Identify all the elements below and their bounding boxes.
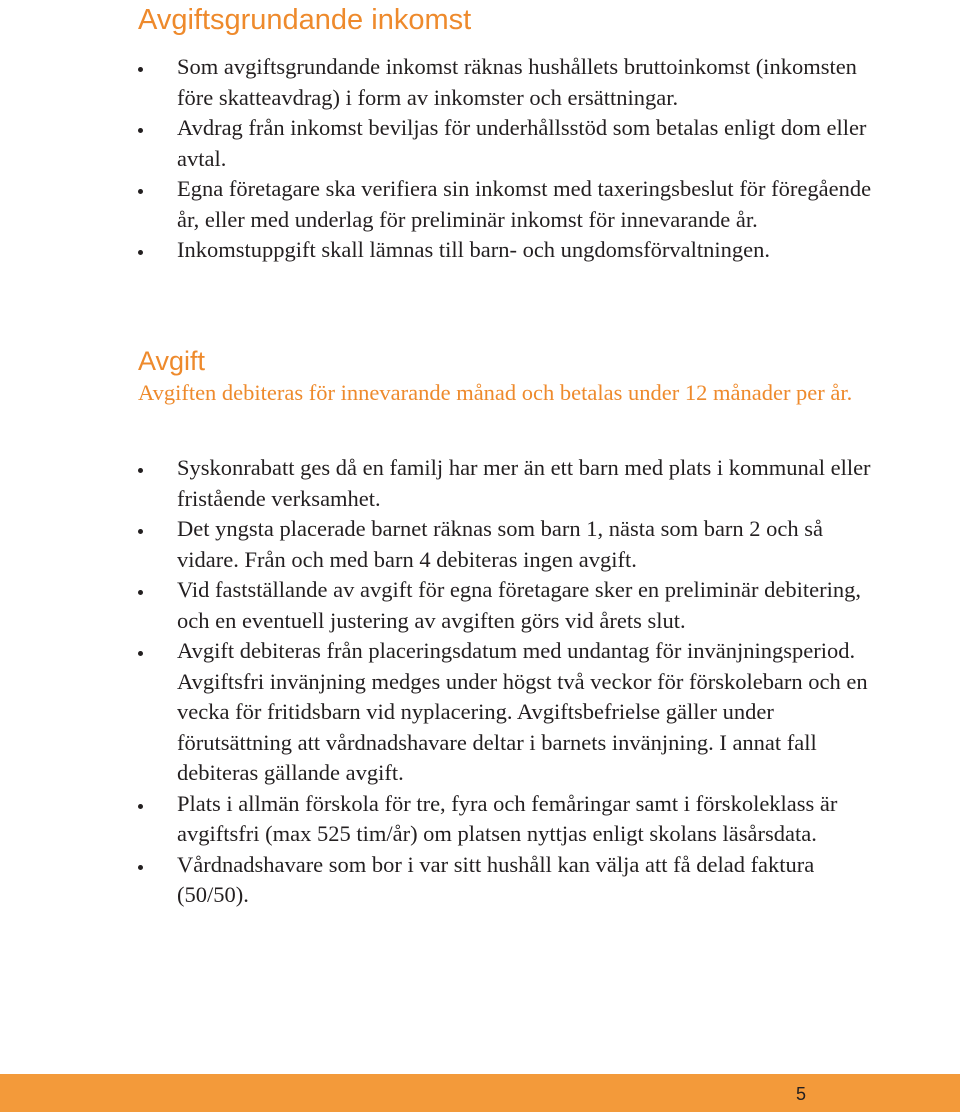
list-item-text: Vårdnadshavare som bor i var sitt hushåll kan välja att få delad faktura (50/50). [177,851,815,907]
list-item [138,850,878,911]
bullet-icon [138,865,143,870]
list-item [138,174,878,235]
list-item [138,453,878,514]
page-number: 5 [795,1084,806,1104]
list-item [138,235,878,266]
bullet-icon [138,590,143,595]
section-title-income: Avgiftsgrundande inkomst [138,4,472,36]
bullet-icon [138,189,143,194]
list-item-text: Som avgiftsgrundande inkomst räknas hushållets bruttoinkomst (inkomsten före skatteavdrag) i form av inkomster och ersättningar. [177,54,857,110]
bullet-icon [138,651,143,656]
income-bullet-list [138,52,878,266]
bullet-icon [138,529,143,534]
section-title-fee: Avgift [138,346,206,376]
list-item-text: Plats i allmän förskola för tre, fyra och femåringar samt i förskoleklass är avgiftsfri (max 525 tim/år) om platsen nyttjas enligt skolans läsårsdata. [177,790,838,846]
list-item-text: Inkomstuppgift skall lämnas till barn- och ungdomsförvaltningen. [177,237,771,262]
list-item-text: Avdrag från inkomst beviljas för underhållsstöd som betalas enligt dom eller avtal. [177,115,867,171]
bullet-icon [138,468,143,473]
list-item-text: Avgift debiteras från placeringsdatum med undantag för invänjningsperiod. Avgiftsfri invänjning medges under högst två veckor för förskolebarn och en vecka för fritidsbarn vid nyplacering. Avgiftsbefrielse gäller under förutsättning att vårdnadshavare deltar i barnets invänjning. I annat fall debiteras gällande avgift. [177,638,868,785]
list-item-text: Det yngsta placerade barnet räknas som barn 1, nästa som barn 2 och så vidare. Från och med barn 4 debiteras ingen avgift. [177,516,824,572]
list-item-text: Egna företagare ska verifiera sin inkomst med taxeringsbeslut för föregående år, eller med underlag för preliminär inkomst för innevarande år. [177,176,872,232]
list-item-text: Syskonrabatt ges då en familj har mer än ett barn med plats i kommunal eller fristående verksamhet. [177,455,871,511]
list-item [138,575,878,636]
list-item [138,789,878,850]
list-item-text: Vid fastställande av avgift för egna företagare sker en preliminär debitering, och en eventuell justering av avgiften görs vid årets slut. [177,577,861,633]
bullet-icon [138,250,143,255]
list-item [138,52,878,113]
footer-bar [0,1074,960,1112]
fee-intro-text: Avgiften debiteras för innevarande månad och betalas under 12 månader per år. [138,380,853,405]
bullet-icon [138,804,143,809]
list-item [138,113,878,174]
fee-bullet-list [138,453,878,911]
list-item [138,514,878,575]
list-item [138,636,878,789]
bullet-icon [138,67,143,72]
bullet-icon [138,128,143,133]
